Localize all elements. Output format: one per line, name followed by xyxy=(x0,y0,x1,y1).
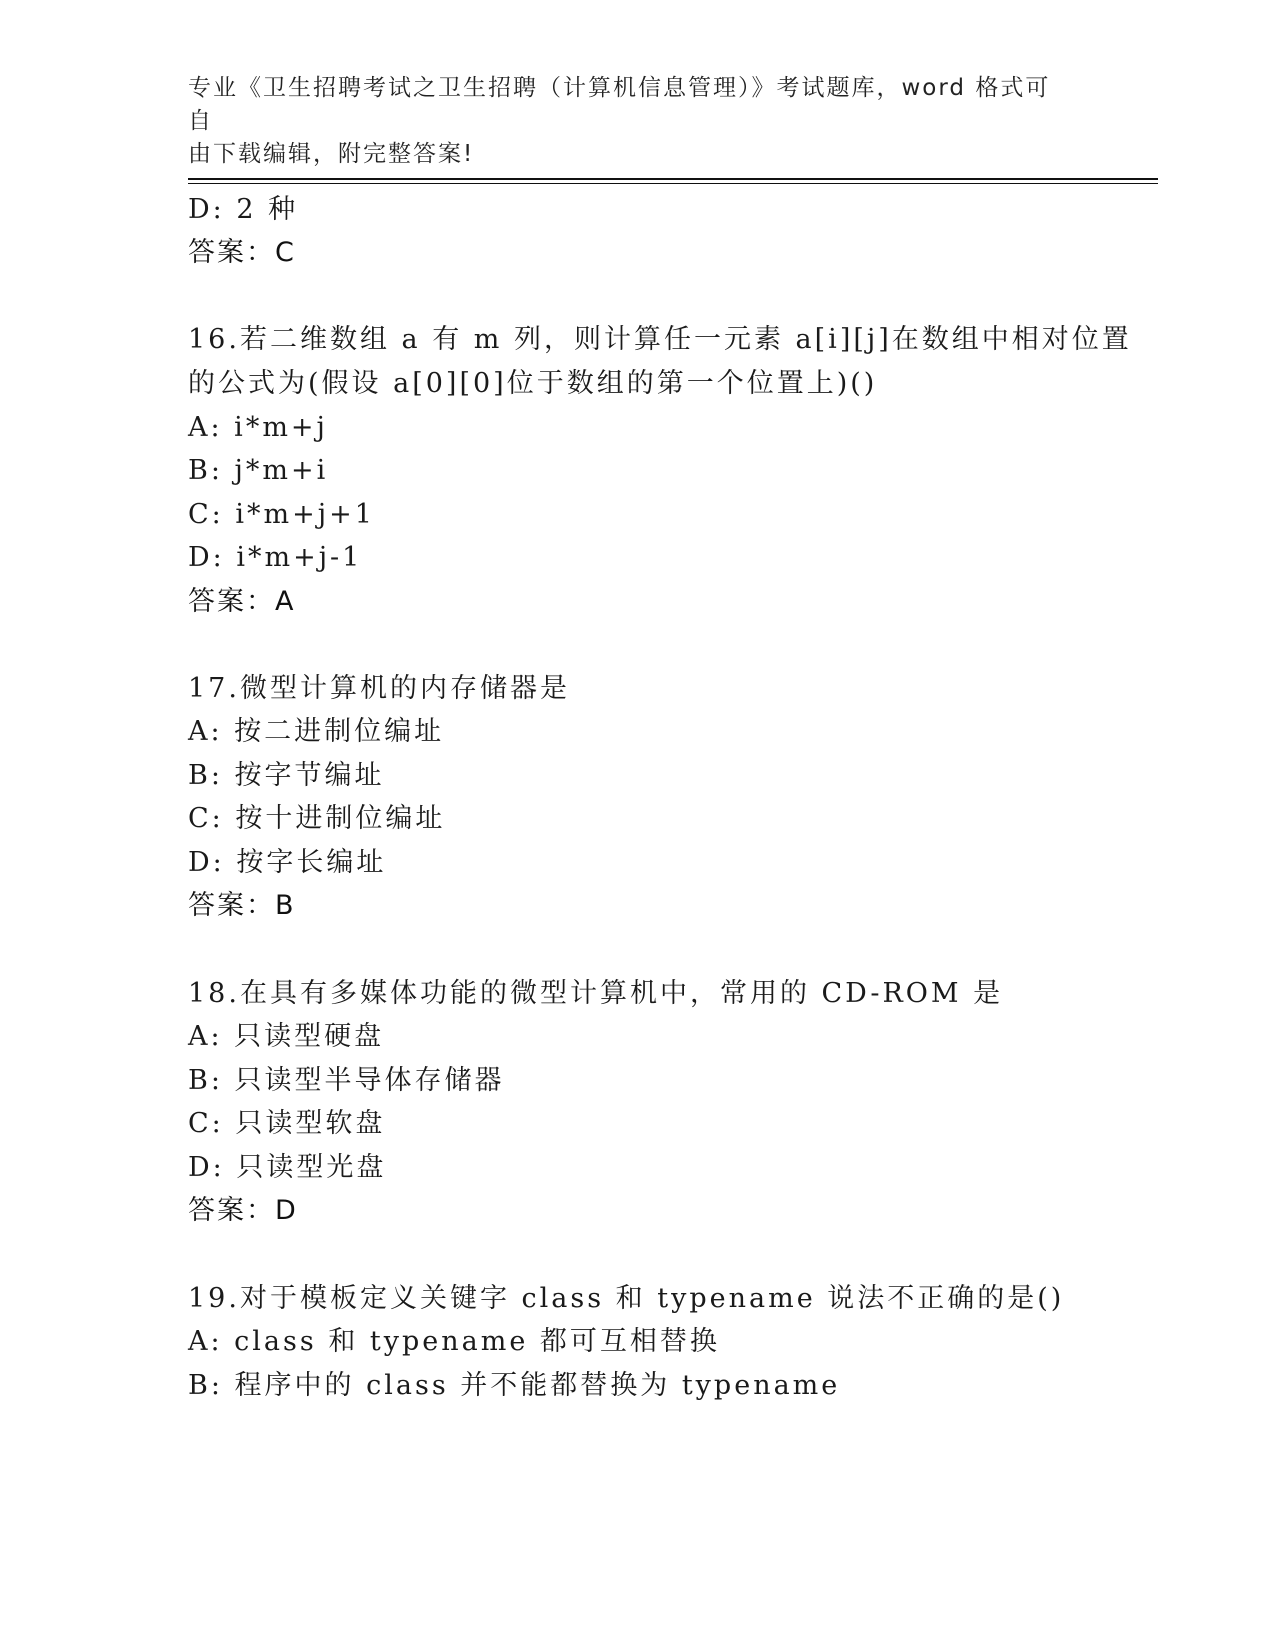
question-18-option-b: B: 只读型半导体存储器 xyxy=(188,1065,505,1096)
question-16-answer: 答案：A xyxy=(188,586,296,617)
question-17-answer: 答案：B xyxy=(188,890,296,921)
question-17-option-d: D: 按字长编址 xyxy=(188,847,387,878)
question-19-option-b: B: 程序中的 class 并不能都替换为 typename xyxy=(188,1370,841,1401)
question-16-option-a: A: i*m+j xyxy=(188,412,328,443)
header-line-1: 专业《卫生招聘考试之卫生招聘（计算机信息管理）》考试题库，word 格式可自 xyxy=(188,75,1051,134)
question-16-stem-2: 的公式为(假设 a[0][0]位于数组的第一个位置上)() xyxy=(188,368,878,399)
header-line-2: 由下载编辑，附完整答案! xyxy=(188,141,475,167)
question-18-answer: 答案：D xyxy=(188,1195,298,1226)
question-18-option-c: C: 只读型软盘 xyxy=(188,1108,386,1139)
header-rule-thin xyxy=(188,183,1158,184)
prev-option-d: D: 2 种 xyxy=(188,194,299,225)
question-16-option-c: C: i*m+j+1 xyxy=(188,499,375,530)
question-16-stem-1: 16.若二维数组 a 有 m 列，则计算任一元素 a[i][j]在数组中相对位置 xyxy=(188,324,1132,355)
question-16-option-d: D: i*m+j-1 xyxy=(188,542,363,573)
question-17-option-c: C: 按十进制位编址 xyxy=(188,803,446,834)
prev-answer: 答案：C xyxy=(188,237,296,268)
document-header xyxy=(188,72,1068,171)
question-19-option-a: A: class 和 typename 都可互相替换 xyxy=(188,1326,720,1357)
question-18-option-d: D: 只读型光盘 xyxy=(188,1152,387,1183)
question-19-stem: 19.对于模板定义关键字 class 和 typename 说法不正确的是() xyxy=(188,1283,1065,1314)
question-16-option-b: B: j*m+i xyxy=(188,455,329,486)
header-rule-thick xyxy=(188,178,1158,180)
question-17-option-a: A: 按二进制位编址 xyxy=(188,716,445,747)
question-17-option-b: B: 按字节编址 xyxy=(188,760,385,791)
question-17-stem: 17.微型计算机的内存储器是 xyxy=(188,673,570,704)
question-18-option-a: A: 只读型硬盘 xyxy=(188,1021,385,1052)
question-18-stem: 18.在具有多媒体功能的微型计算机中，常用的 CD-ROM 是 xyxy=(188,978,1004,1009)
